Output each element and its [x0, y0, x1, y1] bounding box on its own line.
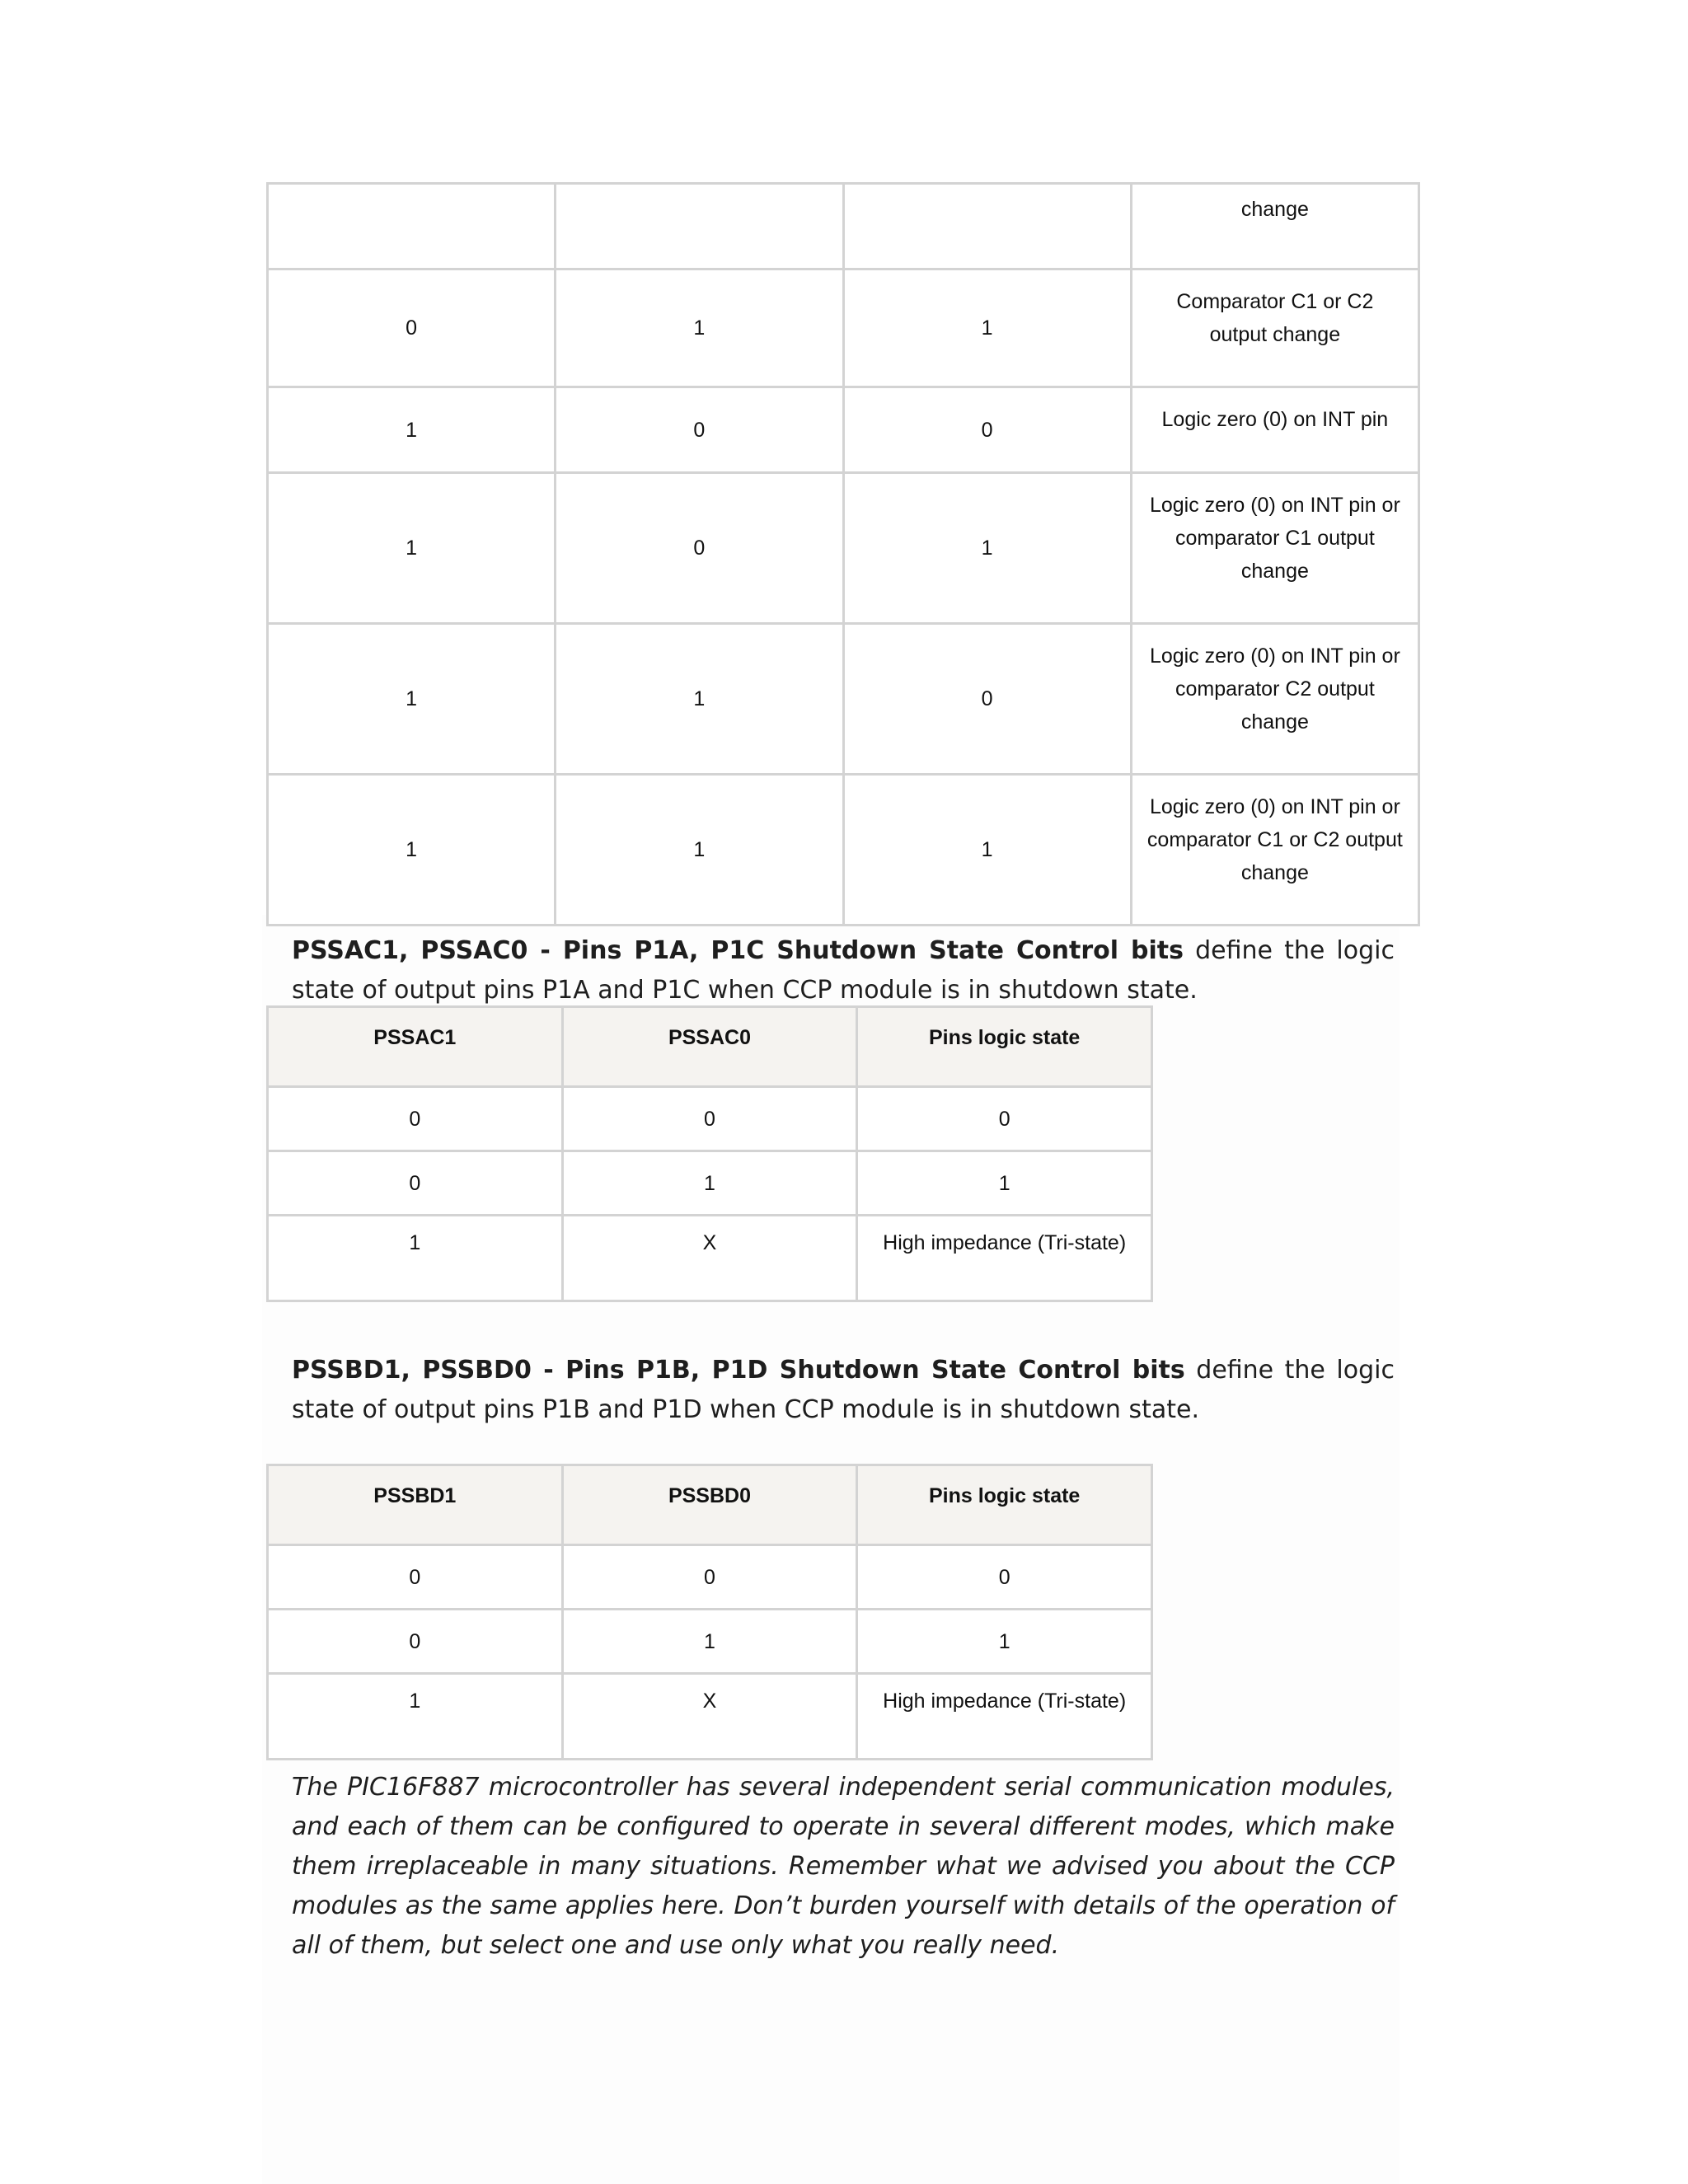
- table-cell: 0: [562, 1087, 857, 1151]
- table-cell: 0: [857, 1087, 1152, 1151]
- table-cell: 1: [843, 775, 1131, 926]
- table-cell: 1: [843, 269, 1131, 387]
- table-header-row: [268, 1007, 1152, 1087]
- table-row: [268, 1545, 1152, 1610]
- pssac-heading: PSSAC1, PSSAC0 - Pins P1A, P1C Shutdown State Control bits: [292, 936, 1184, 965]
- column-header: PSSAC0: [562, 1007, 857, 1087]
- table-cell: Logic zero (0) on INT pin or comparator C1 or C2 output change: [1131, 775, 1418, 926]
- table-cell: 1: [268, 387, 556, 473]
- serial-modules-note: The PIC16F887 microcontroller has several independent serial communication modules, and each of them can be configured to operate in several different modes, which make them irreplaceable in many situations. Remember what we advised you about the CCP modules as the same applies here. Don’t burden yourself with details of the operation of all of them, but select one and use only what you really need.: [292, 1773, 1395, 1960]
- column-header: PSSBD0: [562, 1465, 857, 1545]
- table-cell: [556, 184, 843, 269]
- table-cell: 1: [843, 473, 1131, 624]
- pssac-text: define the logic state of output pins P1A and P1C when CCP module is in shutdown state.: [292, 936, 1395, 1005]
- table-cell: 0: [268, 1151, 563, 1216]
- table-cell: 1: [556, 269, 843, 387]
- table-cell: 0: [556, 473, 843, 624]
- table-cell: 1: [556, 624, 843, 775]
- table-row: [268, 387, 1419, 473]
- table-cell: [843, 184, 1131, 269]
- table-cell: 0: [268, 1610, 563, 1674]
- table-cell: 0: [562, 1545, 857, 1610]
- table-row: [268, 269, 1419, 387]
- pssbd-text: define the logic state of output pins P1B and P1D when CCP module is in shutdown state.: [292, 1356, 1395, 1424]
- table-cell: 1: [562, 1151, 857, 1216]
- pssac-description: [292, 931, 1395, 1010]
- column-header: Pins logic state: [857, 1465, 1152, 1545]
- table-cell: 1: [857, 1610, 1152, 1674]
- table-cell: High impedance (Tri-state): [857, 1674, 1152, 1760]
- table-row: [268, 1610, 1152, 1674]
- table-cell: X: [562, 1674, 857, 1760]
- table-cell: Logic zero (0) on INT pin: [1131, 387, 1418, 473]
- table-cell: 0: [857, 1545, 1152, 1610]
- table-cell: 0: [268, 1545, 563, 1610]
- table-cell: [268, 184, 556, 269]
- table-row: [268, 1087, 1152, 1151]
- table-cell: 1: [268, 1216, 563, 1301]
- interrupt-source-table: [266, 182, 1420, 926]
- table-cell: X: [562, 1216, 857, 1301]
- table-cell: 1: [268, 624, 556, 775]
- table-cell: 1: [857, 1151, 1152, 1216]
- table-row: [268, 184, 1419, 269]
- table-cell: 0: [268, 269, 556, 387]
- table-row: [268, 1216, 1152, 1301]
- column-header: PSSAC1: [268, 1007, 563, 1087]
- table-cell: 1: [268, 775, 556, 926]
- table-cell: 0: [556, 387, 843, 473]
- table-row: [268, 473, 1419, 624]
- pssbd-table: [266, 1464, 1153, 1760]
- table-cell: Comparator C1 or C2 output change: [1131, 269, 1418, 387]
- column-header: Pins logic state: [857, 1007, 1152, 1087]
- pssbd-heading: PSSBD1, PSSBD0 - Pins P1B, P1D Shutdown State Control bits: [292, 1356, 1185, 1385]
- table-row: [268, 1151, 1152, 1216]
- table-cell: 0: [843, 387, 1131, 473]
- table-row: [268, 1674, 1152, 1760]
- table-cell: Logic zero (0) on INT pin or comparator C1 output change: [1131, 473, 1418, 624]
- column-header: PSSBD1: [268, 1465, 563, 1545]
- table-cell: High impedance (Tri-state): [857, 1216, 1152, 1301]
- table-cell: 1: [556, 775, 843, 926]
- table-cell: 0: [843, 624, 1131, 775]
- pssbd-description: [292, 1351, 1395, 1430]
- table-cell: Logic zero (0) on INT pin or comparator C2 output change: [1131, 624, 1418, 775]
- table-row: [268, 624, 1419, 775]
- table-cell: 1: [268, 1674, 563, 1760]
- table-header-row: [268, 1465, 1152, 1545]
- table-cell: 1: [562, 1610, 857, 1674]
- table-row: [268, 775, 1419, 926]
- pssac-table: [266, 1005, 1153, 1302]
- table-cell: change: [1131, 184, 1418, 269]
- table-cell: 0: [268, 1087, 563, 1151]
- table-cell: 1: [268, 473, 556, 624]
